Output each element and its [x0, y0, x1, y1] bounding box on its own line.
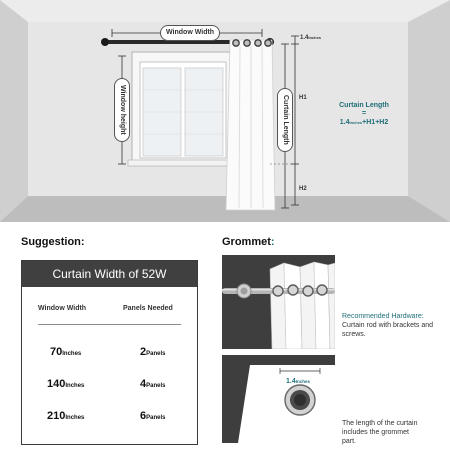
row-1-width-unit: Inches	[62, 351, 82, 357]
window-height-label: Window height	[114, 78, 130, 142]
window-graphic	[128, 52, 238, 166]
table-row-1-width	[50, 342, 81, 360]
grommet-offset-unit: Inches	[308, 35, 322, 40]
curtain-length-label: Curtain Length	[277, 88, 293, 152]
row-1-width-value: 70	[50, 346, 63, 358]
formula-title: Curtain Length	[339, 102, 389, 109]
grommet-title-text: Grommet	[222, 236, 271, 248]
table-row-2-panels	[140, 374, 165, 392]
room-illustration	[0, 0, 450, 222]
suggestion-header: Curtain Width of 52W	[22, 261, 197, 287]
window-width-label: Window Width	[160, 25, 220, 41]
column-panels-needed: Panels Needed	[123, 305, 173, 312]
table-row-2-width	[47, 374, 84, 392]
row-1-panels-unit: Panels	[146, 351, 166, 357]
formula-suffix: +H1+H2	[362, 119, 389, 126]
grommet-detail-image	[222, 355, 335, 443]
table-divider	[38, 324, 181, 325]
grommet-offset-value: 1.4	[300, 35, 309, 41]
grommet-detail-drawing	[222, 355, 335, 443]
hardware-title: Recommended Hardware:	[342, 313, 424, 320]
suggestion-title: Suggestion:	[21, 236, 85, 248]
h2-label: H2	[299, 186, 307, 192]
formula-prefix: 1.4	[339, 119, 350, 126]
row-3-panels-value: 6	[140, 410, 147, 422]
curtain-panel-graphic	[226, 40, 275, 210]
grommet-rod-image	[222, 255, 335, 349]
row-2-width-unit: Inches	[65, 383, 85, 389]
h1-label: H1	[299, 95, 307, 101]
table-row-1-panels	[140, 342, 165, 360]
formula-unit: Inches	[349, 120, 363, 125]
row-3-width-value: 210	[47, 410, 66, 422]
column-window-width: Window Width	[38, 305, 87, 312]
formula-expression	[322, 118, 406, 127]
formula-equals: =	[361, 110, 367, 117]
row-2-panels-unit: Panels	[146, 383, 166, 389]
table-row-3-width	[47, 406, 84, 424]
row-2-width-value: 140	[47, 378, 66, 390]
length-note: The length of the curtain includes the grommet part.	[342, 420, 418, 445]
grommet-title	[222, 236, 275, 248]
row-1-panels-value: 2	[140, 346, 147, 358]
table-row-3-panels	[140, 406, 165, 424]
row-3-panels-unit: Panels	[146, 415, 166, 421]
grommet-detail-unit: Inches	[295, 379, 310, 384]
curtain-length-formula	[322, 101, 406, 127]
grommet-detail-value: 1.4	[286, 378, 296, 385]
row-3-width-unit: Inches	[65, 415, 85, 421]
suggestion-table	[21, 260, 198, 445]
hardware-text: Curtain rod with brackets and screws.	[342, 322, 434, 338]
grommet-offset-label	[300, 35, 321, 41]
hardware-note	[342, 312, 446, 339]
row-2-panels-value: 4	[140, 378, 147, 390]
grommet-detail-label	[286, 370, 310, 388]
rod-and-panels-drawing	[222, 255, 335, 349]
grommet-title-suffix: :	[270, 236, 275, 248]
